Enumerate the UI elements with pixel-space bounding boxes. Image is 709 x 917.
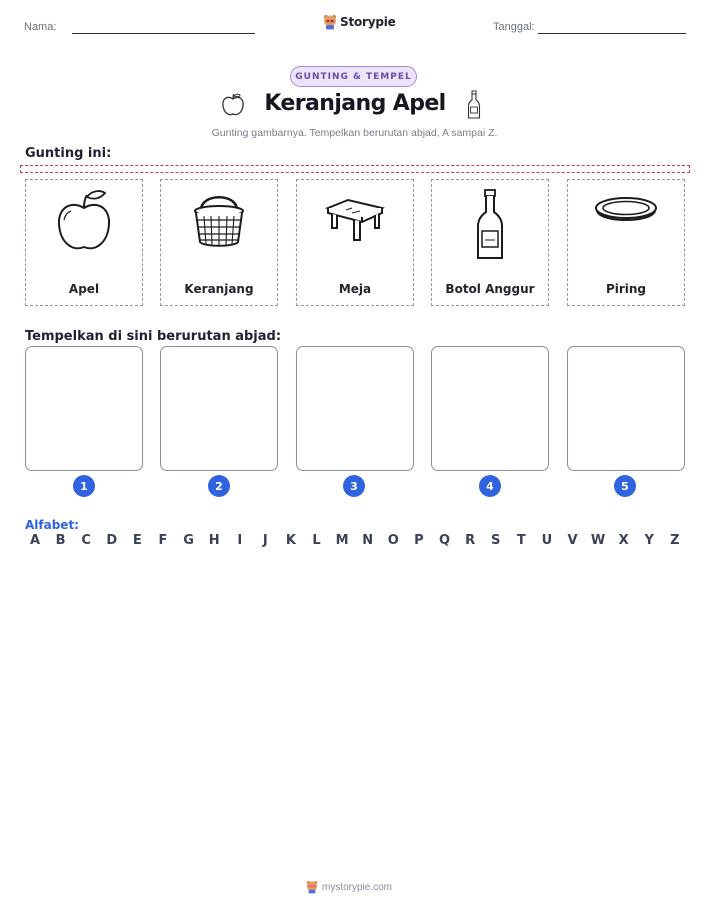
activity-badge	[290, 66, 417, 87]
paste-slot-4[interactable]	[431, 346, 549, 471]
alphabet-letter: D	[106, 533, 118, 548]
card-label: Keranjang	[184, 282, 254, 296]
paste-slot-1[interactable]	[25, 346, 143, 471]
card-label: Botol Anggur	[445, 282, 535, 296]
card-label: Meja	[338, 282, 372, 296]
alphabet-letter: A	[29, 533, 41, 548]
paste-slot-2[interactable]	[160, 346, 278, 471]
alphabet-letter: R	[465, 533, 476, 548]
brand-logo	[323, 12, 396, 32]
name-line[interactable]	[72, 33, 255, 34]
slot-number-2: 2	[208, 475, 230, 497]
alphabet-letter: V	[567, 533, 578, 548]
alphabet-letter: W	[590, 533, 606, 548]
alphabet-letter: Y	[644, 533, 654, 548]
apple-icon	[221, 92, 245, 118]
slot-number-4: 4	[479, 475, 501, 497]
plate-icon	[593, 188, 659, 232]
slot-number-3: 3	[343, 475, 365, 497]
alphabet-letter: C	[81, 533, 91, 548]
cut-card-botol-anggur[interactable]	[431, 179, 549, 306]
alphabet-letter: K	[285, 533, 296, 548]
alphabet-letter: X	[618, 533, 629, 548]
date-label: Tanggal:	[493, 21, 535, 33]
storypie-mascot-icon	[306, 880, 318, 894]
basket-icon	[189, 188, 249, 252]
card-label: Piring	[605, 282, 647, 296]
alphabet-letter: G	[183, 533, 194, 548]
date-line[interactable]	[538, 33, 686, 34]
cut-section-label: Gunting ini:	[25, 146, 112, 161]
cut-card-meja[interactable]	[296, 179, 414, 306]
slot-number-5: 5	[614, 475, 636, 497]
alphabet-letter: J	[262, 533, 268, 548]
alphabet-letter: I	[237, 533, 243, 548]
paste-section-label: Tempelkan di sini berurutan abjad:	[25, 329, 282, 344]
alphabet-letter: E	[132, 533, 142, 548]
footer	[306, 880, 392, 894]
wine-bottle-icon	[467, 90, 481, 120]
table-icon	[322, 188, 388, 250]
name-label: Nama:	[24, 21, 57, 33]
alphabet-letter: N	[362, 533, 374, 548]
slot-number-1: 1	[73, 475, 95, 497]
wine-bottle-icon	[470, 188, 510, 262]
alphabet-title: Alfabet:	[25, 518, 79, 532]
alphabet-letter: T	[516, 533, 526, 548]
paste-slot-3[interactable]	[296, 346, 414, 471]
page-title: Keranjang Apel	[264, 91, 446, 116]
storypie-mascot-icon	[323, 14, 337, 30]
alphabet-letter: S	[491, 533, 501, 548]
cut-card-apel[interactable]	[25, 179, 143, 306]
alphabet-letter: U	[541, 533, 553, 548]
cut-card-keranjang[interactable]	[160, 179, 278, 306]
alphabet-letter: O	[387, 533, 399, 548]
card-label: Apel	[68, 282, 100, 296]
cut-line	[20, 165, 690, 173]
alphabet-row	[25, 533, 685, 548]
alphabet-letter: Z	[670, 533, 680, 548]
alphabet-letter: Q	[438, 533, 451, 548]
instructions: Gunting gambarnya. Tempelkan berurutan abjad, A sampai Z.	[211, 127, 498, 139]
alphabet-letter: B	[55, 533, 66, 548]
brand-name: Storypie	[340, 15, 396, 29]
alphabet-letter: H	[208, 533, 220, 548]
paste-slot-5[interactable]	[567, 346, 685, 471]
alphabet-letter: F	[158, 533, 168, 548]
cut-card-piring[interactable]	[567, 179, 685, 306]
footer-url: mystorypie.com	[322, 881, 393, 893]
alphabet-letter: M	[335, 533, 349, 548]
alphabet-letter: L	[312, 533, 321, 548]
alphabet-letter: P	[414, 533, 424, 548]
apple-icon	[54, 188, 114, 254]
activity-badge-text: GUNTING & TEMPEL	[295, 71, 412, 82]
